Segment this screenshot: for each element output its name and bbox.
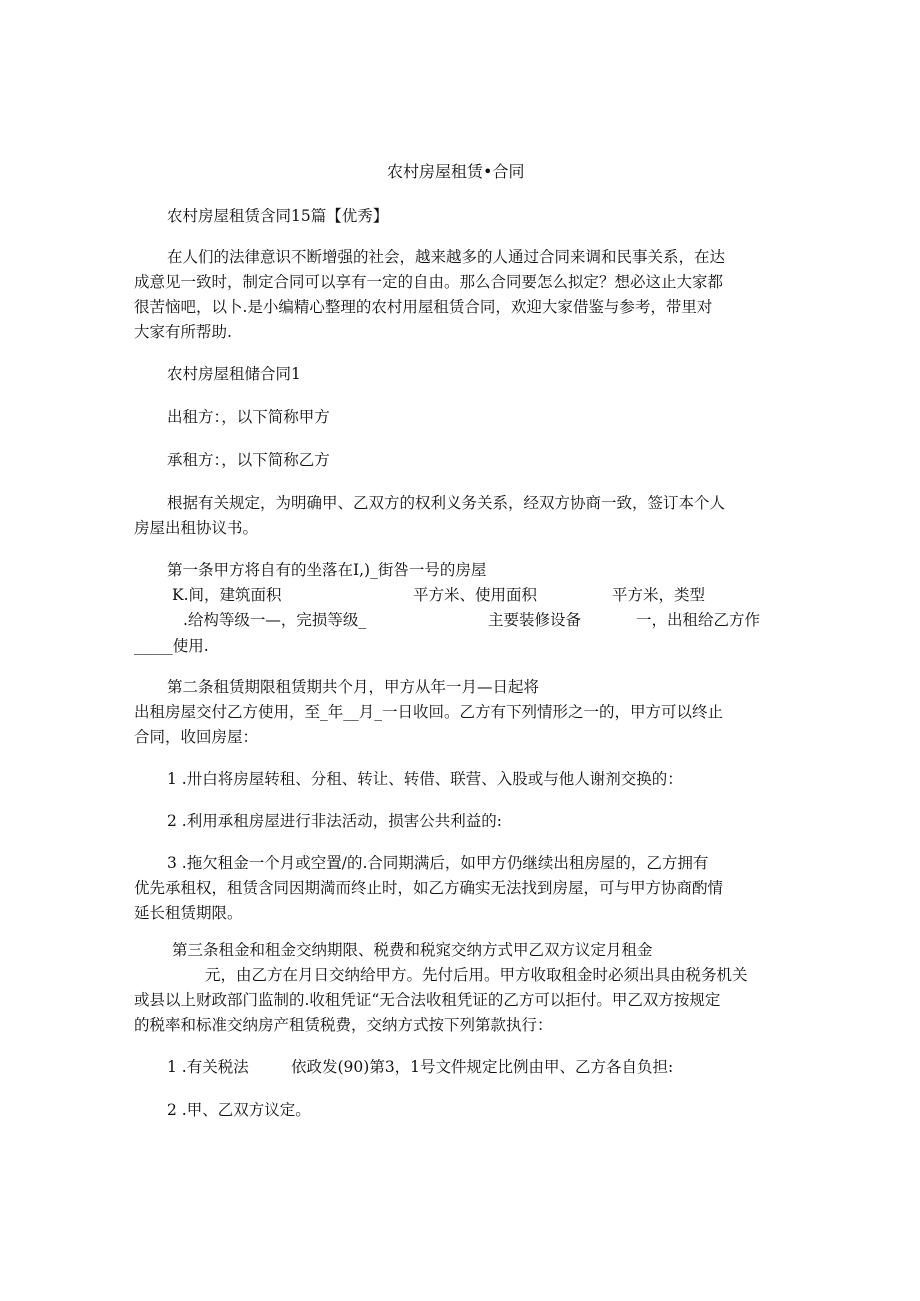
article-3-line: 元，由乙方在月日交纳给甲方。先付后用。甲方收取租金时必须出具由税务机关 xyxy=(205,966,748,984)
article-1-line: 主要装修设备 xyxy=(488,611,582,629)
contract-heading: 农村房屋租储合同1 xyxy=(167,365,301,383)
article-2-item-3-line: 3 .拖欠租金一个月或空置/的.合同期满后，如甲方仍继续出租房屋的，乙方拥有 xyxy=(167,854,709,872)
article-3-item-1-text: 依政发(90)第3，1号文件规定比例由甲、乙方各自负担: xyxy=(291,1058,674,1076)
article-1-line: 一，出租给乙方作 xyxy=(636,611,761,629)
article-2-line: 合同，收回房屋： xyxy=(134,728,259,746)
article-1-line: 平方米、使用面积 xyxy=(413,586,538,604)
intro-line: 在人们的法律意识不断增强的社会，越来越多的人通过合同来调和民事关系，在达 xyxy=(167,248,726,266)
article-3-item-2: 2 .甲、乙双方议定。 xyxy=(167,1101,311,1119)
article-2-item-1: 1 .卅白将房屋转租、分租、转让、转借、联营、入股或与他人谢剂交换的： xyxy=(167,770,683,788)
preamble-line: 房屋出租协议书。 xyxy=(134,519,259,537)
article-3-line: 第三条租金和租金交纳期限、税费和税窕交纳方式甲乙双方议定月租金 xyxy=(172,941,653,959)
article-3-line: 的税率和标准交纳房产租赁税费，交纳方式按下列第款执行： xyxy=(134,1016,553,1034)
article-2-item-3-line: 优先承租权，租赁含同因期満而终止时，如乙方确实无法找到房屋，可与甲方协商酌情 xyxy=(134,879,724,897)
document-subtitle: 农村房屋租赁含同15篇【优秀】 xyxy=(167,207,389,225)
article-1-line: K.间，建筑面积 xyxy=(172,586,282,604)
article-3-line: 或县以上财政部门监制的.收租凭证“无合法收租凭证的乙方可以拒付。甲乙双方按规定 xyxy=(134,991,721,1009)
lessee-line: 承租方：，以下简称乙方 xyxy=(167,451,330,469)
preamble-line: 根据有关规定，为明确甲、乙双方的权利义务关系，经双方协商一致，签订本个人 xyxy=(167,494,726,512)
document-title: 农村房屋租赁•合同 xyxy=(387,162,525,181)
intro-line: 很苦恼吧，以卜.是小编精心整理的农村用屋租赁合同，欢迎大家借鉴与参考，带里对 xyxy=(134,298,713,316)
lessor-line: 出租方：，以下简称甲方 xyxy=(167,408,330,426)
article-1-line: 平方米，类型 xyxy=(612,586,706,604)
article-1-line: 第一条甲方将自有的坐落在I,)_街咎一号的房屋 xyxy=(167,561,487,579)
intro-line: 成意见一致时，制定合同可以享有一定的自由。那么合同要怎么拟定？想必这止大家都 xyxy=(134,273,724,291)
article-1-line: .给构等级一—，完损等级_ xyxy=(183,611,367,629)
article-2-line: 第二条租赁期限租赁期共个月，甲方从年一月—日起将 xyxy=(167,678,540,696)
article-2-line: 出租房屋交付乙方使用，至_年__月_一日收回。乙方有下列情形之一的，甲方可以终止 xyxy=(134,703,724,721)
article-2-item-2: 2 .利用承租房屋进行非法活动，损害公共利益的: xyxy=(167,812,502,830)
article-1-line: _____使用. xyxy=(134,637,209,655)
article-3-item-1-label: 1 .有关税法 xyxy=(167,1058,249,1076)
article-2-item-3-line: 延长租赁期限。 xyxy=(134,904,243,922)
intro-line: 大家有所帮助. xyxy=(134,323,232,341)
